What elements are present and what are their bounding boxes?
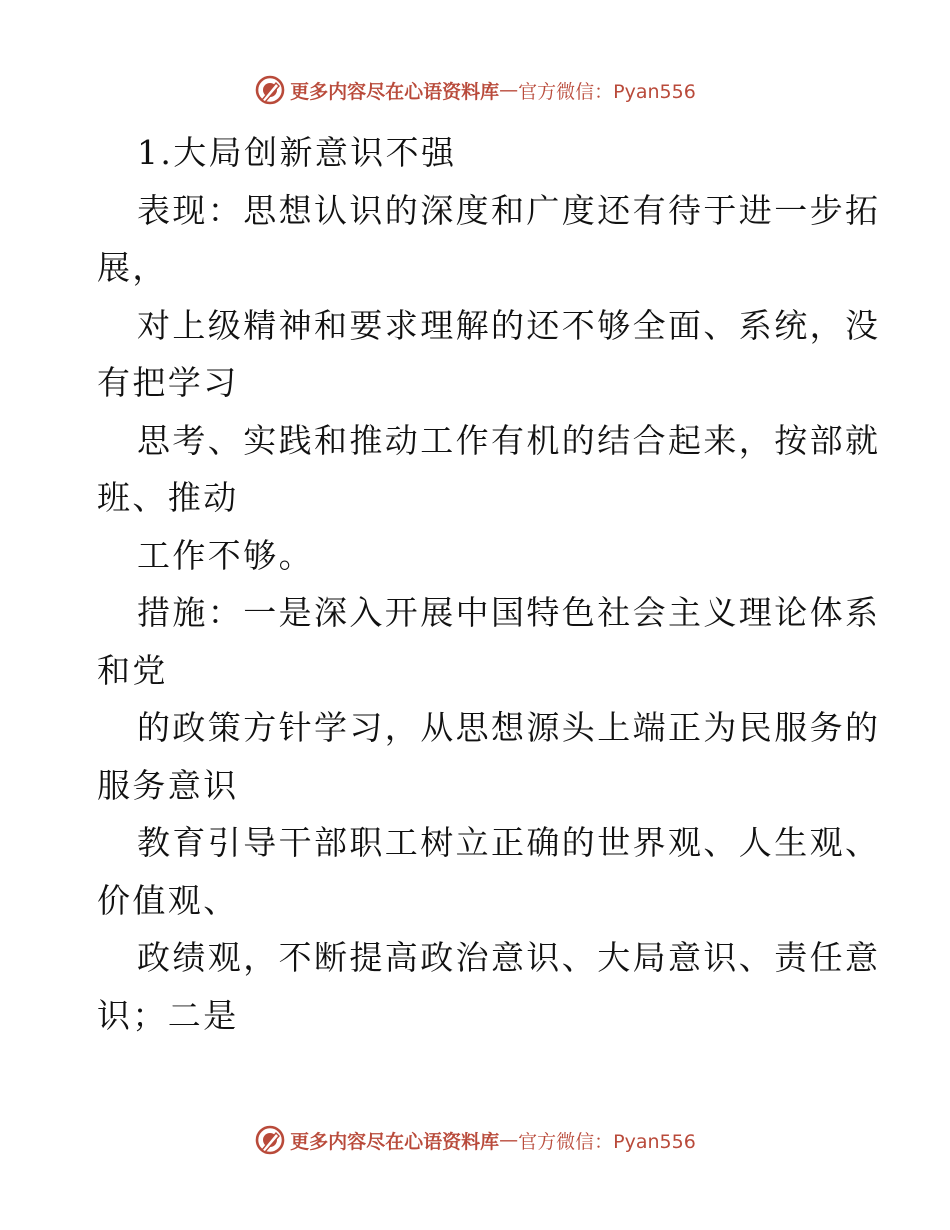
body-line: 政绩观，不断提高政治意识、大局意识、责任意	[137, 938, 881, 977]
pen-logo-icon	[254, 74, 286, 106]
document-body	[97, 124, 881, 1044]
footer-brand-text: 更多内容尽在心语资料库	[290, 1130, 500, 1153]
body-line: 工作不够。	[137, 535, 314, 575]
body-line: 1.大局创新意识不强	[137, 133, 457, 172]
body-line: 思考、实践和推动工作有机的结合起来，按部就	[137, 420, 881, 460]
body-line: 教育引导干部职工树立正确的世界观、人生观、	[137, 823, 881, 862]
footer-banner	[0, 1120, 950, 1160]
body-line: 措施：一是深入开展中国特色社会主义理论体系	[137, 593, 881, 632]
header-brand-text: 更多内容尽在心语资料库	[290, 80, 500, 103]
body-line: 的政策方针学习，从思想源头上端正为民服务的	[137, 708, 881, 747]
footer-account-text: 官方微信：Pyan556	[518, 1130, 696, 1153]
body-line: 服务意识	[97, 765, 239, 805]
body-line: 和党	[97, 650, 168, 690]
footer-dash: —	[499, 1129, 519, 1151]
header-dash: —	[499, 79, 519, 101]
body-line: 班、推动	[97, 478, 239, 517]
body-line: 对上级精神和要求理解的还不够全面、系统，没	[137, 305, 881, 345]
header-account-text: 官方微信：Pyan556	[518, 80, 696, 103]
body-line: 表现：思想认识的深度和广度还有待于进一步拓	[137, 190, 881, 230]
body-line: 展，	[97, 248, 168, 287]
body-line: 价值观、	[97, 880, 239, 920]
header-banner	[0, 70, 950, 110]
body-line: 识；二是	[97, 995, 239, 1035]
pen-logo-icon	[254, 1124, 286, 1156]
body-line: 有把学习	[97, 363, 239, 402]
